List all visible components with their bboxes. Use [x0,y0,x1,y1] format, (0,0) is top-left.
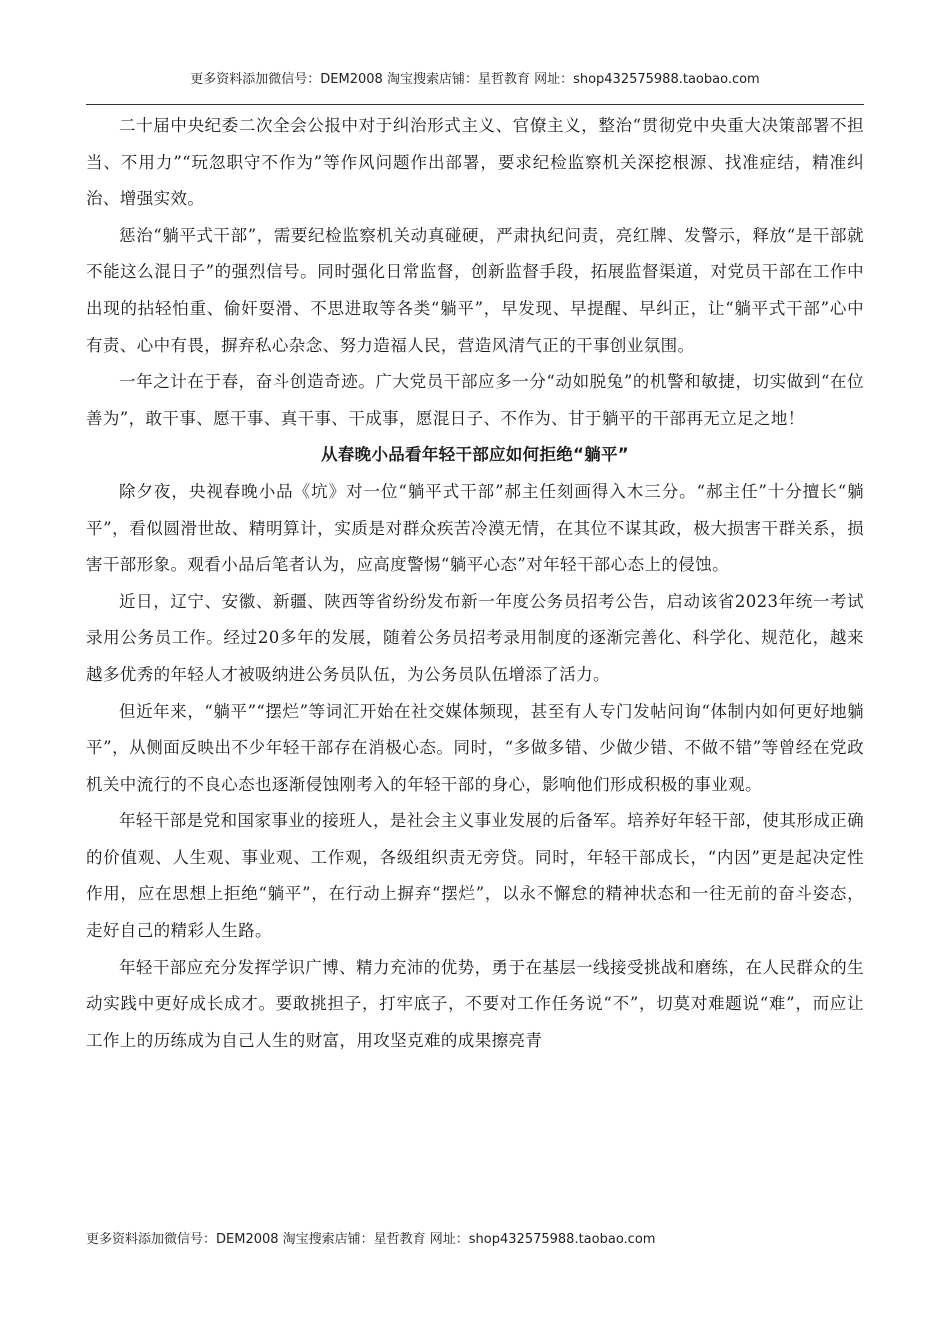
document-body [86,108,864,1059]
header-divider [86,104,864,105]
paragraph: 但近年来，“躺平”“摆烂”等词汇开始在社交媒体频现，甚至有人专门发帖问询“体制内如何更好地躺平”，从侧面反映出不少年轻干部存在消极心态。同时，“多做多错、少做少错、不做不错”等曾经在党政机关中流行的不良心态也逐渐侵蚀刚考入的年轻干部的身心，影响他们形成积极的事业观。 [86,701,864,794]
paragraph: 近日，辽宁、安徽、新疆、陕西等省纷纷发布新一年度公务员招考公告，启动该省2023年统一考试录用公务员工作。经过20多年的发展，随着公务员招考录用制度的逐渐完善化、科学化、规范化，越来越多优秀的年轻人才被吸纳进公务员队伍，为公务员队伍增添了活力。 [86,591,864,684]
paragraph: 二十届中央纪委二次全会公报中对于纠治形式主义、官僚主义，整治“贯彻党中央重大决策部署不担当、不用力”“玩忽职守不作为”等作风问题作出部署，要求纪检监察机关深挖根源、找准症结，精准纠治、增强实效。 [86,116,864,209]
paragraph: 除夕夜，央视春晚小品《坑》对一位“躺平式干部”郝主任刻画得入木三分。“郝主任”十分擅长“躺平”，看似圆滑世故、精明算计，实质是对群众疾苦冷漠无情，在其位不谋其政，极大损害干群关系，损害干部形象。观看小品后笔者认为，应高度警惕“躺平心态”对年轻干部心态上的侵蚀。 [86,481,864,575]
page-footer: 更多资料添加微信号：DEM2008 淘宝搜索店铺：星哲教育 网址：shop432575988.taobao.com [86,1232,656,1247]
paragraph: 一年之计在于春，奋斗创造奇迹。广大党员干部应多一分“动如脱兔”的机警和敏捷，切实做到“在位善为”，敢干事、愿干事、真干事、干成事，愿混日子、不作为、甘于躺平的干部再无立足之地！ [86,372,864,428]
page-header: 更多资料添加微信号：DEM2008 淘宝搜索店铺：星哲教育 网址：shop432575988.taobao.com [190,72,760,87]
section-title: 从春晚小品看年轻干部应如何拒绝“躺平” [321,445,629,465]
paragraph: 年轻干部是党和国家事业的接班人，是社会主义事业发展的后备军。培养好年轻干部，使其形成正确的价值观、人生观、事业观、工作观，各级组织责无旁贷。同时，年轻干部成长，“内因”更是起决定性作用，应在思想上拒绝“躺平”，在行动上摒弃“摆烂”，以永不懈怠的精神状态和一往无前的奋斗姿态，走好自己的精彩人生路。 [86,811,864,941]
paragraph: 惩治“躺平式干部”，需要纪检监察机关动真碰硬，严肃执纪问责，亮红牌、发警示，释放“是干部就不能这么混日子”的强烈信号。同时强化日常监督，创新监督手段，拓展监督渠道，对党员干部在工作中出现的拈轻怕重、偷奸耍滑、不思进取等各类“躺平”，早发现、早提醒、早纠正，让“躺平式干部”心中有责、心中有畏，摒弃私心杂念、努力造福人民，营造风清气正的干事创业氛围。 [86,225,864,355]
paragraph: 年轻干部应充分发挥学识广博、精力充沛的优势，勇于在基层一线接受挑战和磨练，在人民群众的生动实践中更好成长成才。要敢挑担子，打牢底子，不要对工作任务说“不”，切莫对难题说“难”，而应让工作上的历练成为自己人生的财富，用攻坚克难的成果擦亮青 [86,957,864,1050]
